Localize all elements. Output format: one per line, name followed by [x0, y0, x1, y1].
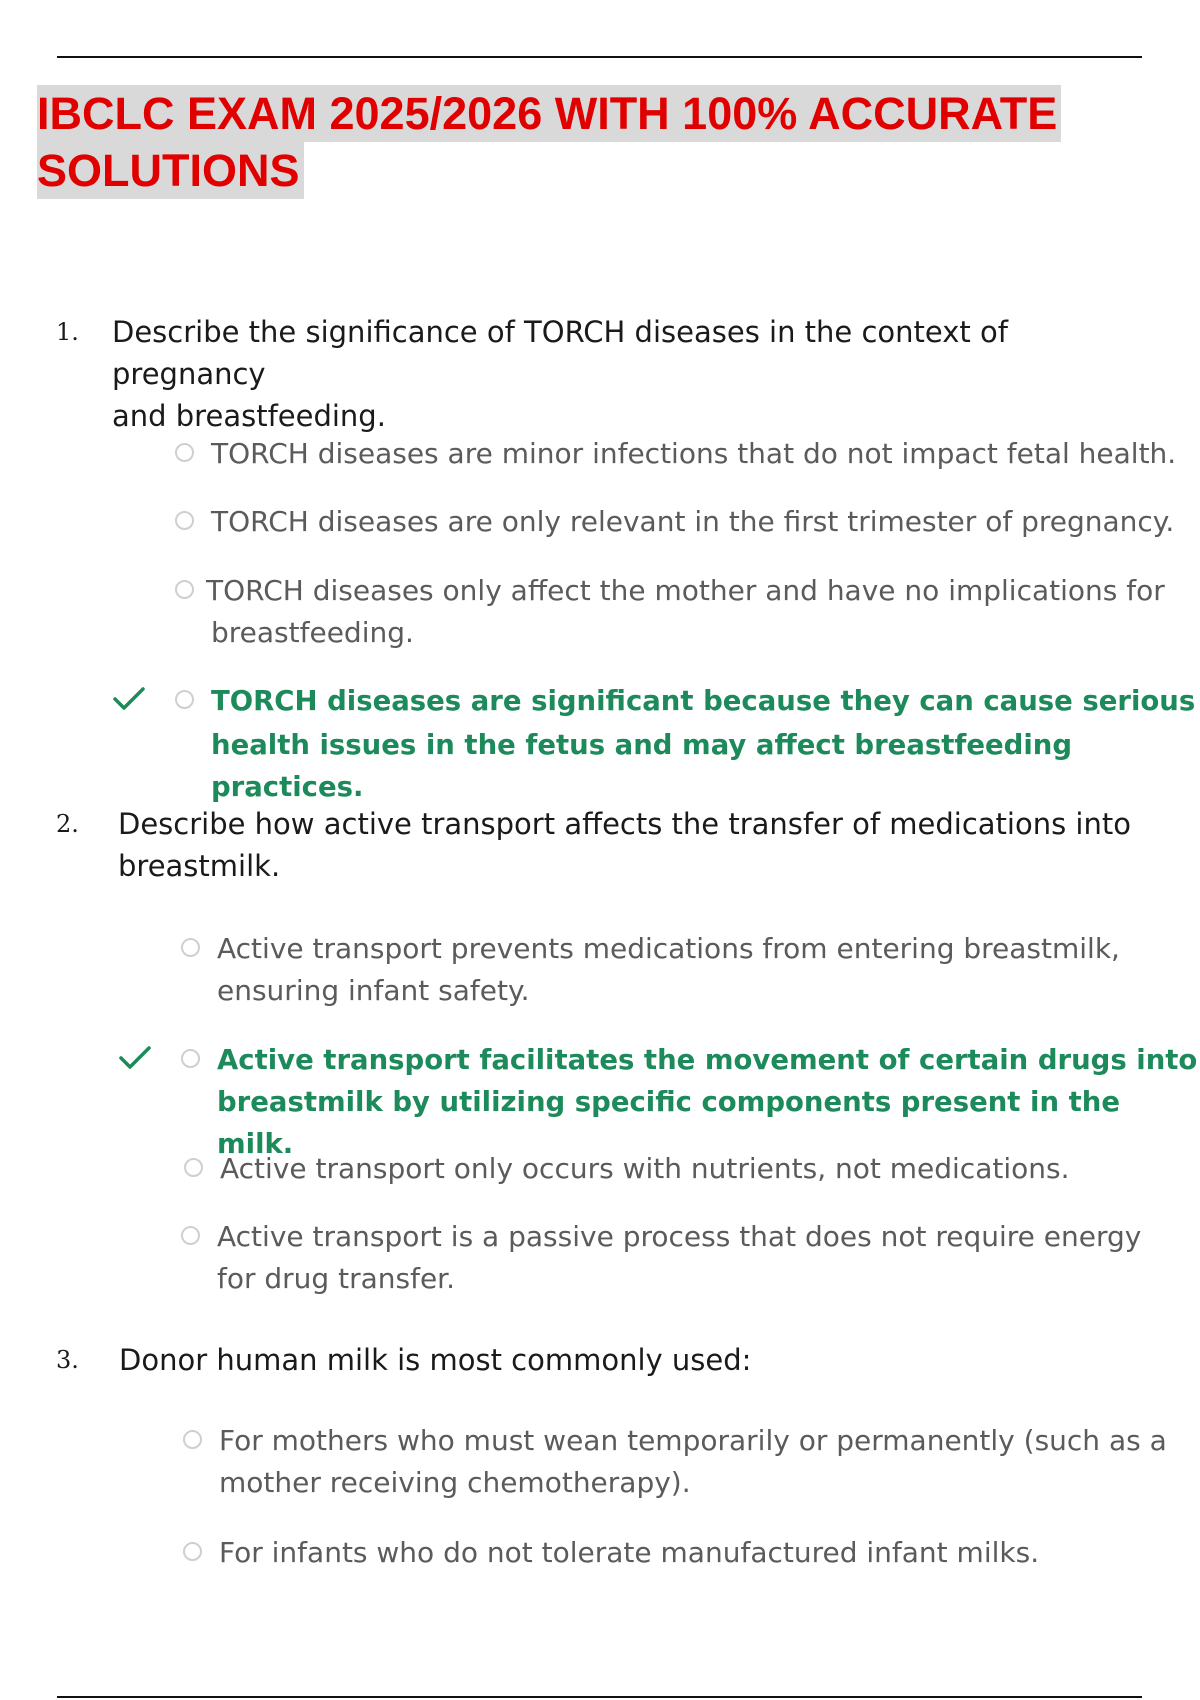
checkmark-icon [119, 1045, 151, 1071]
radio-button-icon[interactable] [183, 1542, 202, 1561]
question-number: 1. [56, 318, 79, 346]
option-text-line: breastmilk by utilizing specific components present in the milk. [217, 1086, 1120, 1160]
question-text [112, 311, 1162, 437]
question-text-line: Describe the significance of TORCH diseases in the context of pregnancy [112, 315, 1008, 391]
document-title [37, 85, 1157, 199]
option-text-line: TORCH diseases are minor infections that do not impact fetal health. [211, 437, 1177, 470]
question-text [118, 803, 1168, 887]
radio-button-icon[interactable] [181, 1049, 200, 1068]
option-text-line: breastfeeding. [211, 616, 414, 649]
option-text [211, 501, 1174, 543]
title-line-2: SOLUTIONS [37, 142, 304, 199]
radio-button-icon[interactable] [183, 1430, 202, 1449]
option-text-line: TORCH diseases are significant because they can cause serious [211, 685, 1196, 717]
radio-button-icon[interactable] [175, 443, 194, 462]
title-line-1: IBCLC EXAM 2025/2026 WITH 100% ACCURATE [37, 85, 1061, 142]
option-text [211, 433, 1176, 475]
option-text-line: TORCH diseases are only relevant in the first trimester of pregnancy. [211, 505, 1175, 538]
radio-button-icon[interactable] [175, 690, 194, 709]
option-text-line: ensuring infant safety. [217, 974, 530, 1007]
option-text-line: health issues in the fetus and may affect breastfeeding practices. [211, 729, 1073, 803]
option-text-line: for drug transfer. [217, 1262, 456, 1295]
radio-button-icon[interactable] [181, 938, 200, 957]
option-text [219, 1420, 1167, 1504]
radio-button-icon[interactable] [175, 511, 194, 530]
question-text-line: Donor human milk is most commonly used: [119, 1343, 752, 1377]
radio-button-icon[interactable] [175, 580, 194, 599]
option-text-line: TORCH diseases only affect the mother and have no implications for [206, 574, 1165, 607]
question-text-line: breastmilk. [118, 849, 281, 883]
question-number: 3. [56, 1346, 79, 1374]
radio-button-icon[interactable] [181, 1226, 200, 1245]
checkmark-icon [113, 686, 145, 712]
option-text-line: Active transport only occurs with nutrients, not medications. [220, 1152, 1070, 1185]
question-text [119, 1339, 1169, 1381]
option-text-line: mother receiving chemotherapy). [219, 1466, 691, 1499]
option-text [206, 570, 1165, 654]
option-text-line: Active transport is a passive process that does not require energy [217, 1220, 1142, 1253]
option-text-line: Active transport prevents medications from entering breastmilk, [217, 932, 1120, 965]
question-text-line: Describe how active transport affects the transfer of medications into [118, 807, 1131, 841]
option-text-line: For infants who do not tolerate manufactured infant milks. [219, 1536, 1040, 1569]
question-number: 2. [56, 810, 79, 838]
bottom-rule [57, 1696, 1142, 1698]
option-text [217, 1039, 1200, 1165]
option-text-line: For mothers who must wean temporarily or permanently (such as a [219, 1424, 1167, 1457]
top-rule [57, 56, 1142, 58]
question-text-line: and breastfeeding. [112, 399, 386, 433]
option-text-line: Active transport facilitates the movement of certain drugs into [217, 1044, 1198, 1076]
option-text [220, 1148, 1069, 1190]
option-text [211, 680, 1200, 808]
radio-button-icon[interactable] [184, 1158, 203, 1177]
option-text [219, 1532, 1039, 1574]
option-text [217, 928, 1120, 1012]
option-text [217, 1216, 1141, 1300]
